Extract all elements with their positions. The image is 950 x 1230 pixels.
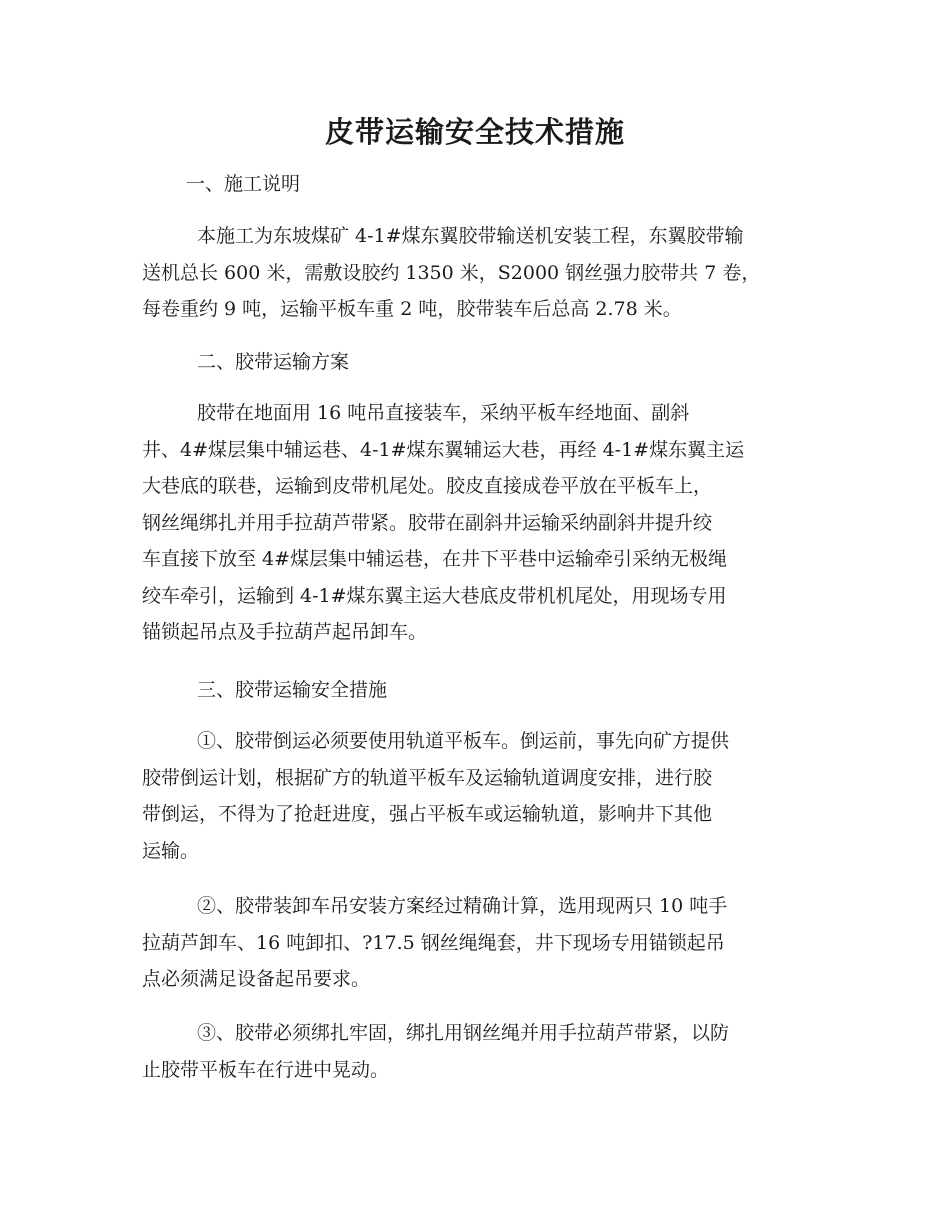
section-heading-construction-description: 一、施工说明 [186,173,301,195]
paragraph-construction-description [142,218,812,328]
paragraph-line: 每卷重约 9 吨，运输平板车重 2 吨，胶带装车后总高 2.78 米。 [142,298,682,320]
paragraph-line: ③、胶带必须绑扎牢固，绑扎用钢丝绳并用手拉葫芦带紧，以防 [197,1022,730,1044]
paragraph-safety-item-1 [142,723,812,869]
section-heading-safety-measures: 三、胶带运输安全措施 [197,679,388,701]
paragraph-line: 点必须满足设备起吊要求。 [142,968,371,990]
paragraph-line: 胶带倒运计划，根据矿方的轨道平板车及运输轨道调度安排，进行胶 [142,766,713,789]
paragraph-line: 胶带在地面用 16 吨吊直接装车，采纳平板车经地面、副斜 [197,402,690,424]
paragraph-line: 大巷底的联巷，运输到皮带机尾处。胶皮直接成卷平放在平板车上， [142,475,713,497]
paragraph-line: 运输。 [142,839,200,862]
document-title: 皮带运输安全技术措施 [324,115,625,149]
paragraph-line: 止胶带平板车在行进中晃动。 [142,1058,390,1081]
paragraph-line: ②、胶带装卸车吊安装方案经过精确计算，选用现两只 10 吨手 [197,895,728,917]
paragraph-safety-item-2 [142,888,812,998]
paragraph-line: 带倒运，不得为了抢赶进度，强占平板车或运输轨道，影响井下其他 [142,803,713,825]
paragraph-line: 本施工为东坡煤矿 4-1#煤东翼胶带输送机安装工程，东翼胶带输 [197,225,744,247]
paragraph-line: 绞车牵引，运输到 4-1#煤东翼主运大巷底皮带机机尾处，用现场专用 [142,584,727,607]
paragraph-line: 钢丝绳绑扎并用手拉葫芦带紧。胶带在副斜井运输采纳副斜井提升绞 [142,511,713,534]
section-heading-transport-plan: 二、胶带运输方案 [197,351,350,373]
paragraph-line: 拉葫芦卸车、16 吨卸扣、?17.5 钢丝绳绳套，井下现场专用锚锁起吊 [142,931,725,954]
paragraph-safety-item-3 [142,1015,812,1088]
paragraph-line: 送机总长 600 米，需敷设胶约 1350 米，S2000 钢丝强力胶带共 7 卷， [142,261,761,284]
paragraph-line: 井、4#煤层集中辅运巷、4-1#煤东翼辅运大巷，再经 4-1#煤东翼主运 [142,438,745,461]
paragraph-line: ①、胶带倒运必须要使用轨道平板车。倒运前，事先向矿方提供 [197,730,730,752]
paragraph-line: 锚锁起吊点及手拉葫芦起吊卸车。 [142,621,428,643]
paragraph-line: 车直接下放至 4#煤层集中辅运巷，在井下平巷中运输牵引采纳无极绳 [142,548,728,570]
paragraph-transport-plan [142,395,812,651]
